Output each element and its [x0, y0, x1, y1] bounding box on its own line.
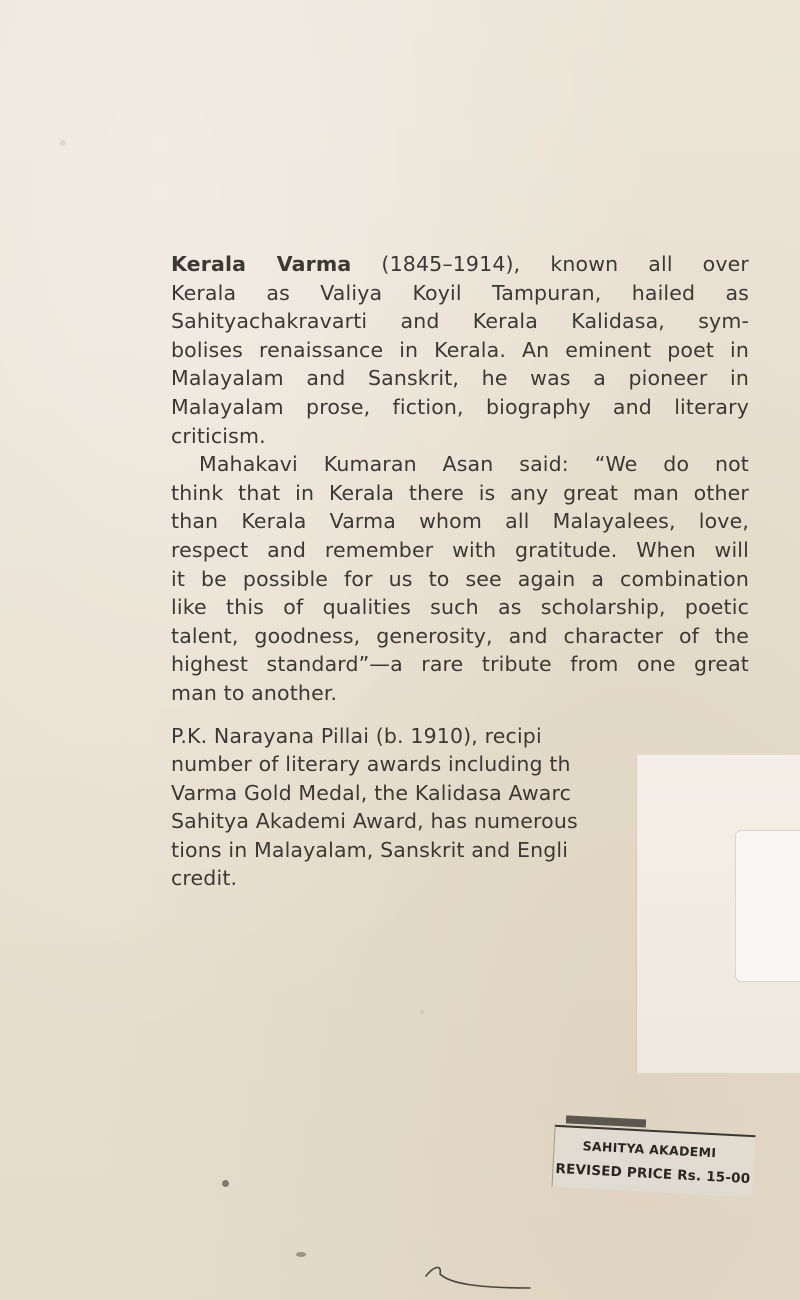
paragraph-kerala-varma — [171, 250, 749, 450]
paragraph-asan-quote — [171, 450, 749, 707]
text-line: like this of qualities such as scholarship, poetic — [171, 595, 749, 620]
pen-mark-icon — [420, 1258, 540, 1298]
text-line: tions in Malayalam, Sanskrit and Engli — [171, 837, 569, 862]
sticker-price: REVISED PRICE Rs. 15-00 — [555, 1160, 751, 1188]
author-name: Kerala Varma — [171, 252, 352, 276]
paper-spot — [296, 1252, 306, 1257]
paper-spot — [420, 1010, 424, 1014]
text-line: than Kerala Varma whom all Malayalees, love, — [171, 509, 749, 534]
text-line: Sahityachakravarti and Kerala Kalidasa, sym- — [171, 309, 749, 334]
text-line: Kerala as Valiya Koyil Tampuran, hailed as — [171, 280, 749, 305]
text-line: criticism. — [171, 423, 266, 448]
text-line: Varma Gold Medal, the Kalidasa Awarc — [171, 780, 572, 805]
text-line: talent, goodness, generosity, and character of the — [171, 623, 749, 648]
text-line: Malayalam prose, fiction, biography and literary — [171, 394, 749, 419]
text-line: it be possible for us to see again a combination — [171, 566, 749, 591]
text-line: respect and remember with gratitude. When will — [171, 537, 749, 562]
price-sticker — [552, 1125, 756, 1197]
text-line — [171, 250, 749, 279]
paper-patch-highlight — [735, 830, 800, 982]
text-line: Sahitya Akademi Award, has numerous — [171, 809, 578, 834]
text-line: Malayalam and Sanskrit, he was a pioneer in — [171, 366, 749, 391]
sticker-edge — [566, 1115, 646, 1127]
text-line: P.K. Narayana Pillai (b. 1910), recipi — [171, 723, 542, 748]
paper-spot — [60, 140, 66, 146]
text-line: man to another. — [171, 680, 338, 705]
text-line: highest standard”—a rare tribute from one great — [171, 652, 749, 677]
text-line: think that in Kerala there is any great man other — [171, 480, 749, 505]
text-span: (1845–1914), known all over — [351, 252, 749, 276]
paragraph-gap — [171, 708, 749, 722]
text-line: number of literary awards including th — [171, 752, 571, 777]
paper-spot — [222, 1180, 229, 1187]
text-line: credit. — [171, 866, 238, 891]
text-line: Mahakavi Kumaran Asan said: “We do not — [199, 452, 749, 477]
text-line: bolises renaissance in Kerala. An eminent poet in — [171, 337, 749, 362]
sticker-publisher: SAHITYA AKADEMI — [582, 1138, 717, 1161]
